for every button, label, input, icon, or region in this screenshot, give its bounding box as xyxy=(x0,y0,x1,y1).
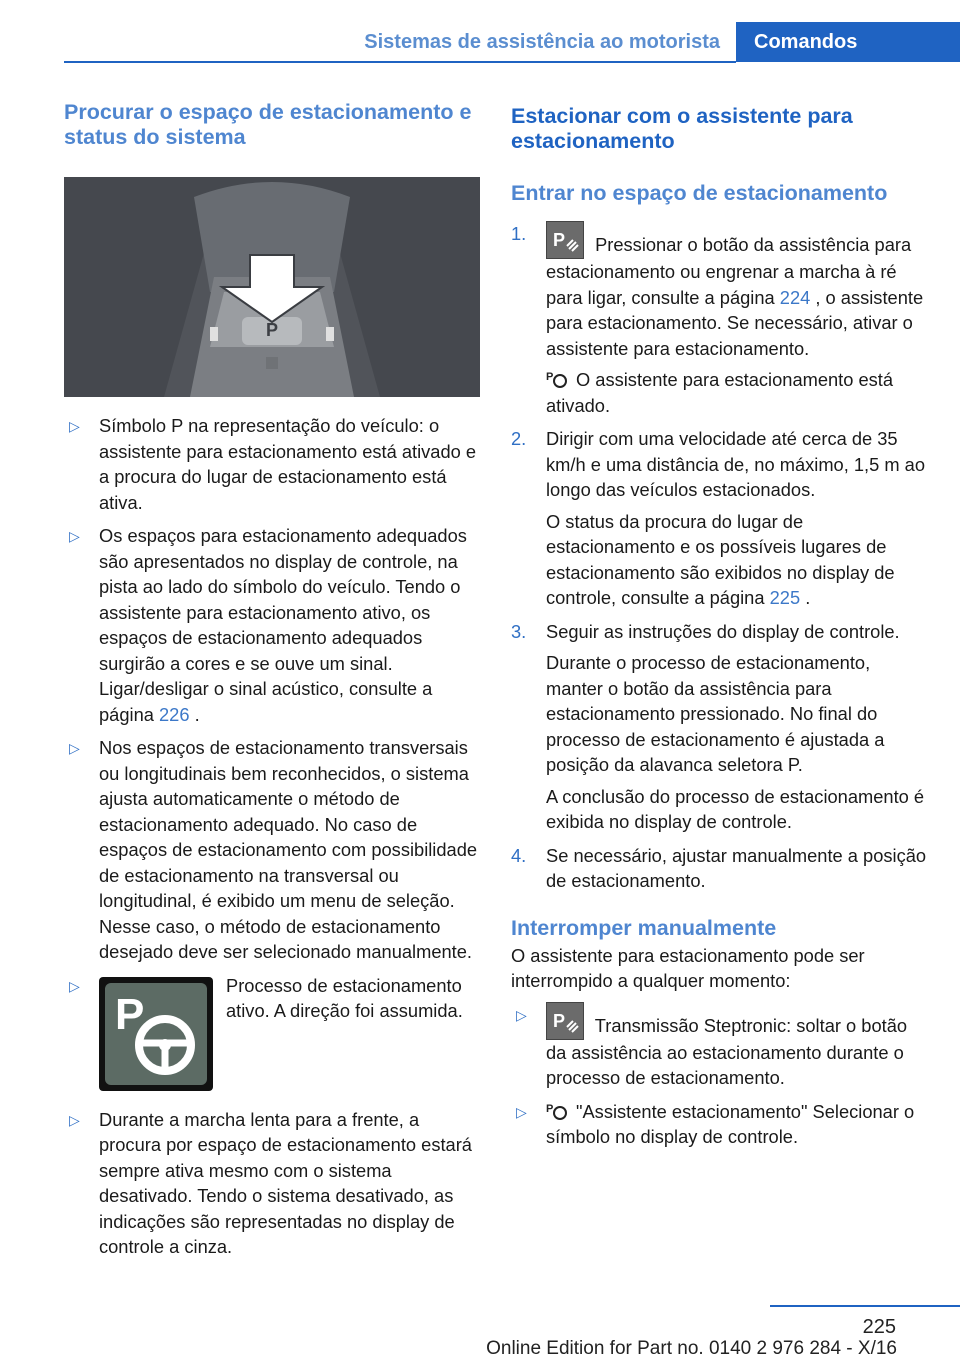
sub-heading-enter: Entrar no espaço de estacionamento xyxy=(511,181,888,205)
triangle-bullet-icon: ▷ xyxy=(69,418,80,434)
list-item: ▷ Os espaços para estacionamento adequados são apresentados no display de controle, na pista ao lado do símbolo do veículo. Tendo o assistente para estacionamento ativo, os espaços de estacionamento adequados surgirão a cores e se ouve um sinal. Ligar/desligar o sinal acústico, consulte a página 226 . xyxy=(69,525,467,725)
parking-assist-button-icon xyxy=(546,221,584,259)
triangle-bullet-icon: ▷ xyxy=(516,1103,527,1120)
right-heading: Estacionar com o assistente para estacionamento xyxy=(511,104,853,153)
page-number: 225 xyxy=(862,1316,896,1338)
page-link[interactable]: 226 xyxy=(159,703,190,725)
triangle-bullet-icon: ▷ xyxy=(69,1111,80,1128)
footer-edition: Online Edition for Part no. 0140 2 976 284 - X/16 xyxy=(486,1338,897,1359)
svg-text:P: P xyxy=(546,1102,554,1115)
parking-assist-button-icon xyxy=(546,1002,584,1040)
parking-illustration xyxy=(64,177,480,397)
triangle-bullet-icon: ▷ xyxy=(69,977,80,994)
illustration-p-label: P xyxy=(265,320,278,340)
header-section-title: Sistemas de assistência ao motorista xyxy=(364,31,720,53)
header-rule xyxy=(64,61,736,63)
triangle-bullet-icon: ▷ xyxy=(69,528,80,544)
interrupt-list xyxy=(511,1002,929,1150)
steps-list xyxy=(511,221,929,894)
sub-heading-interrupt: Interromper manualmente xyxy=(511,915,777,940)
svg-text:P: P xyxy=(546,371,554,383)
interrupt-intro: O assistente para estacionamento pode ser interrompido a qualquer momento: xyxy=(511,944,865,991)
car-parking-icon xyxy=(64,177,480,397)
right-column xyxy=(511,100,929,1150)
triangle-bullet-icon: ▷ xyxy=(516,1006,527,1023)
svg-text:P: P xyxy=(553,1010,566,1031)
svg-text:P: P xyxy=(115,989,145,1039)
list-item: 4. Se necessário, ajustar manualmente a posição de estacionamento. xyxy=(511,844,927,891)
list-item: ▷ P "Assistente estacionamento" Selecionar o símbolo no display de controle. xyxy=(516,1100,915,1147)
svg-text:P: P xyxy=(553,230,566,250)
left-column xyxy=(64,100,480,1260)
list-item: 2. Dirigir com uma velocidade até cerca de 35 km/h e uma distância de, no máximo, 1,5 m ao longo das veículos estacionados. O status da procura do lugar de estacionamento e os possíveis lugares de estacionamento são exibidos no display de controle, consulte a página 225 . xyxy=(511,428,926,608)
parking-steering-small-icon xyxy=(546,369,568,389)
list-item: ▷ Durante a marcha lenta para a frente, a procura por espaço de estacionamento estará sempre ativa mesmo com o sistema desativado. Tendo o sistema desativado, as indicações são representadas no display de controle a cinza. xyxy=(69,1108,472,1257)
left-heading: Procurar o espaço de estacionamento e status do sistema xyxy=(64,100,472,149)
list-item: ▷ P Processo de estacionamento ativo. A direção foi assumida. xyxy=(64,973,480,1099)
triangle-bullet-icon: ▷ xyxy=(69,740,80,756)
footer-rule xyxy=(770,1305,960,1307)
parking-steering-small-icon xyxy=(546,1101,568,1121)
header-chapter-tab: Comandos xyxy=(736,22,960,62)
left-bullet-list xyxy=(64,413,480,1260)
list-item: ▷ Símbolo P na representação do veículo: o assistente para estacionamento está ativado e a procura do lugar de estacionamento está ativa. xyxy=(69,415,477,513)
page-link[interactable]: 225 xyxy=(769,587,801,608)
parking-steering-icon xyxy=(99,977,213,1091)
page-link[interactable]: 224 xyxy=(779,286,811,308)
list-item: ▷ P Transmissão Steptronic: soltar o botão da assistência ao estacionamento durante o processo de estacionamento. xyxy=(511,1002,929,1091)
list-item: ▷ Nos espaços de estacionamento transversais ou longitudinais bem reconhecidos, o sistema ajusta automaticamente o método de estacionamento adequado. No caso de espaços de estacionamento com possibilidade de estacionamento na transversal ou longitudinal, é exibido um menu de seleção. Nesse caso, o método de estacionamento desejado deve ser selecionado manualmente. xyxy=(69,737,478,962)
list-item: 1. P Pressionar o botão da assistência para estacionamento ou engrenar a marcha à ré para ligar, consulte a página 224 , o assistente para estacionamento. Se necessário, ativar o assistente para estacionamento. P O assistente para estacionamento está ativado. xyxy=(511,223,924,416)
list-item: 3. Seguir as instruções do display de controle. Durante o processo de estacionamento, manter o botão da assistência para estacionamento pressionado. No final do processo de estacionamento é ajustada a posição da alavanca seletora P. A conclusão do processo de estacionamento é exibida no display de controle. xyxy=(511,620,925,832)
